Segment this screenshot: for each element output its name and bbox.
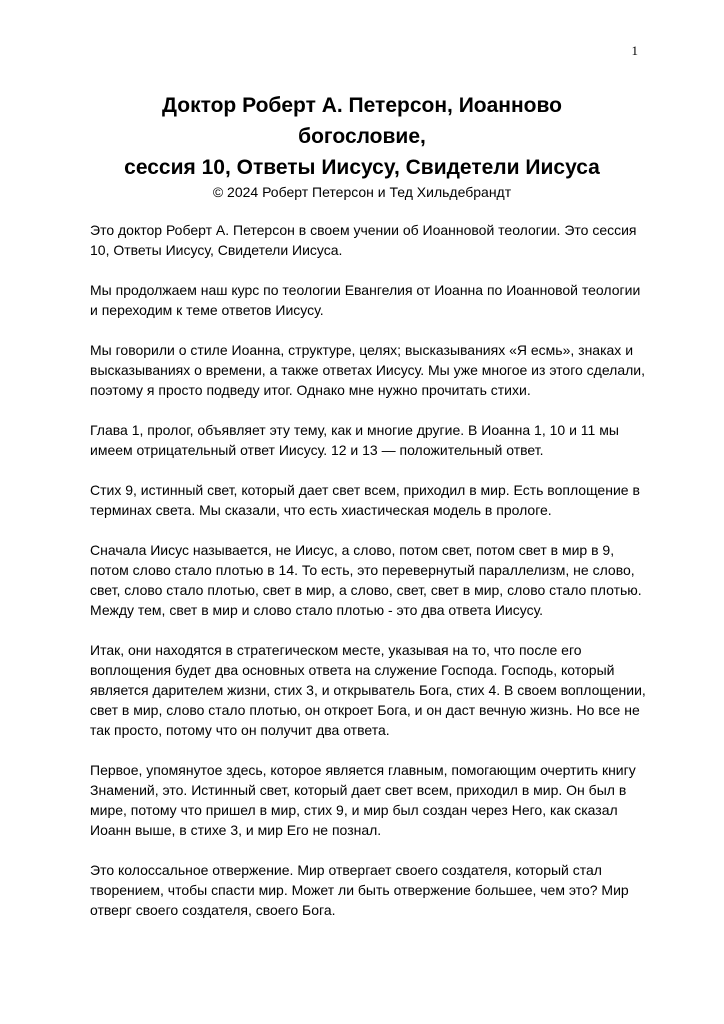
paragraph: Сначала Иисус называется, не Иисус, а слово, потом свет, потом свет в мир в 9, потом слово стало плотью в 14. То есть, это перевернутый параллелизм, не слово, свет, слово стало плотью, свет в мир, а слово, свет, свет в мир, слово стало плотью. Между тем, свет в мир и слово стало плотью - это два ответа Иисусу. bbox=[90, 542, 642, 618]
title-line: богословие, bbox=[298, 125, 426, 148]
document-body bbox=[90, 220, 650, 940]
paragraph: Первое, упомянутое здесь, которое является главным, помогающим очертить книгу Знамений, это. Истинный свет, который дает свет всем, приходил в мир. Он был в мире, потому что пришел в мир, стих 9, и мир был создан через Него, как сказал Иоанн выше, в стихе 3, и мир Его не познал. bbox=[90, 762, 636, 838]
title-line: Доктор Роберт А. Петерсон, Иоанново bbox=[162, 94, 562, 117]
paragraph: Итак, они находятся в стратегическом месте, указывая на то, что после его воплощения будет два основных ответа на служение Господа. Господь, который является дарителем жизни, стих 3, и открыватель Бога, стих 4. В своем воплощении, свет в мир, слово стало плотью, он откроет Бога, и он даст вечную жизнь. Но все не так просто, потому что он получит два ответа. bbox=[90, 642, 646, 738]
title-line: сессия 10, Ответы Иисусу, Свидетели Иисуса bbox=[124, 156, 600, 179]
paragraph: Это колоссальное отвержение. Мир отвергает своего создателя, который стал творением, чтобы спасти мир. Может ли быть отвержение большее, чем это? Мир отверг своего создателя, своего Бога. bbox=[90, 862, 629, 918]
copyright-notice: © 2024 Роберт Петерсон и Тед Хильдебрандт bbox=[212, 184, 512, 200]
paragraph: Мы продолжаем наш курс по теологии Евангелия от Иоанна по Иоанновой теологии и переходим к теме ответов Иисусу. bbox=[90, 282, 641, 318]
paragraph: Глава 1, пролог, объявляет эту тему, как и многие другие. В Иоанна 1, 10 и 11 мы имеем отрицательный ответ Иисусу. 12 и 13 — положительный ответ. bbox=[90, 422, 619, 458]
paragraph: Мы говорили о стиле Иоанна, структуре, целях; высказываниях «Я есмь», знаках и высказываниях о времени, а также ответах Иисусу. Мы уже многое из этого сделали, поэтому я просто подведу итог. Однако мне нужно прочитать стихи. bbox=[90, 342, 645, 398]
paragraph: Это доктор Роберт А. Петерсон в своем учении об Иоанновой теологии. Это сессия 10, Ответы Иисусу, Свидетели Иисуса. bbox=[90, 222, 637, 258]
paragraph: Стих 9, истинный свет, который дает свет всем, приходил в мир. Есть воплощение в терминах света. Мы сказали, что есть хиастическая модель в прологе. bbox=[90, 482, 640, 518]
page-number: 1 bbox=[631, 43, 638, 58]
page-title bbox=[0, 90, 724, 183]
